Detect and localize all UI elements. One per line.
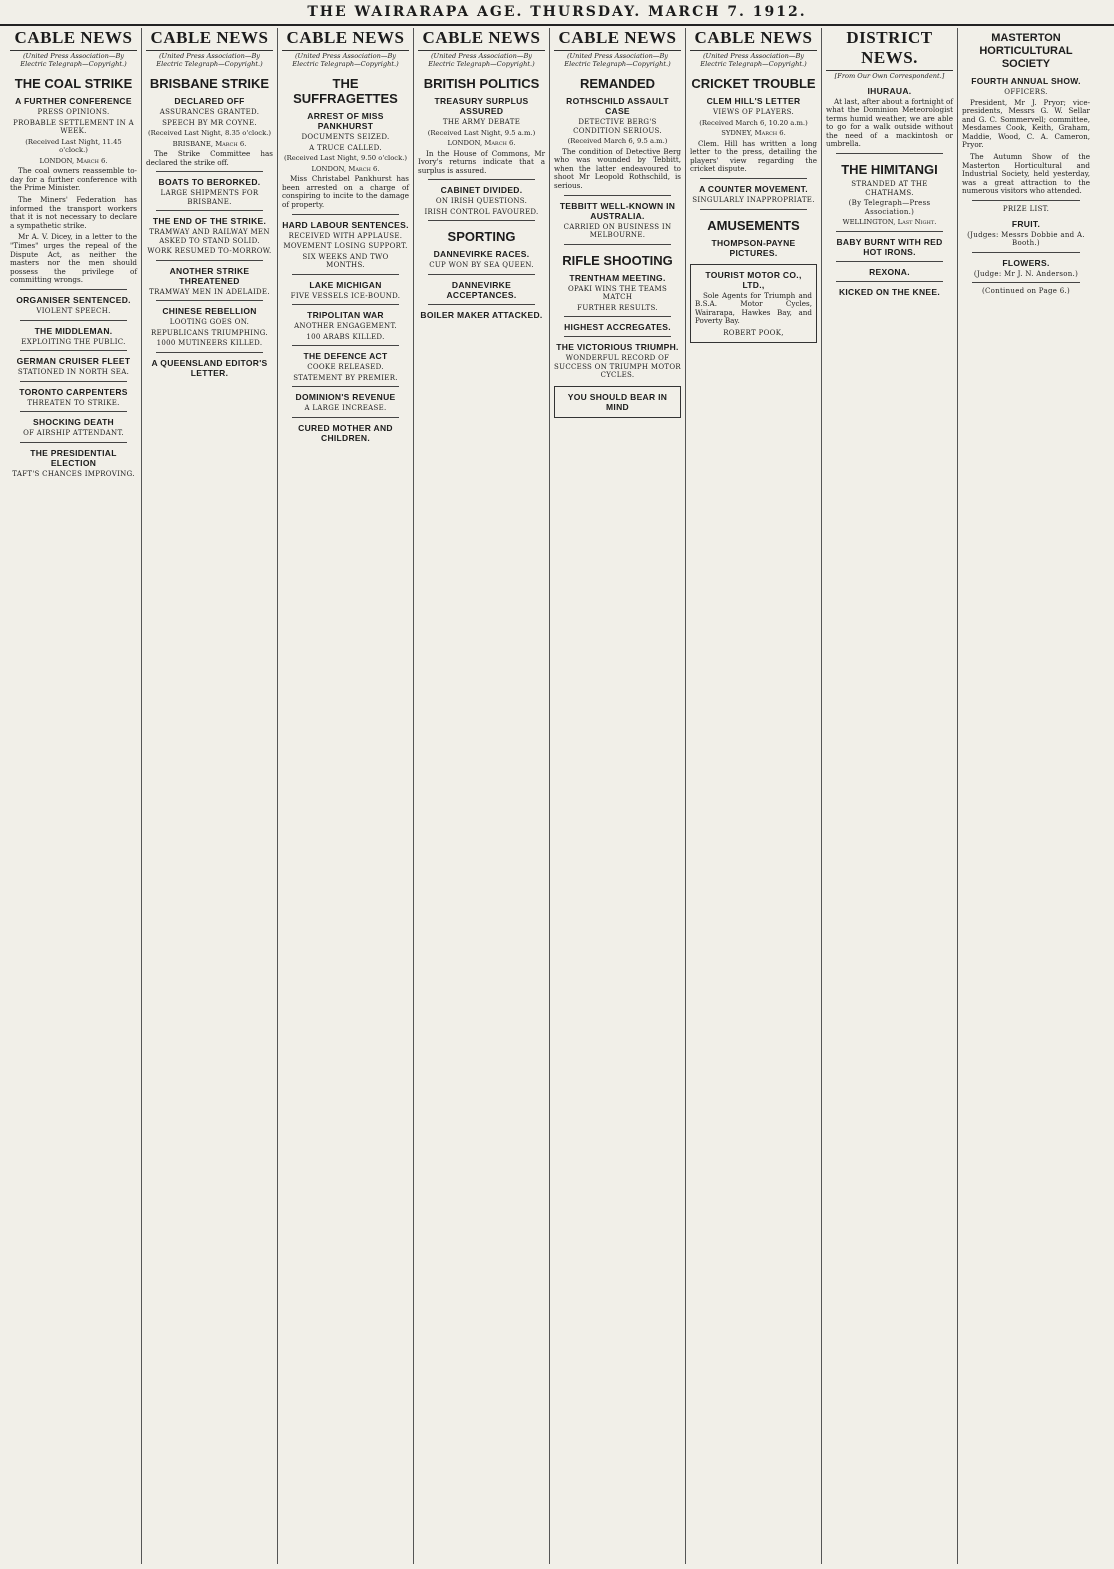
body-paragraph: In the House of Commons, Mr Ivory's returns indicate that a surplus is assured. (418, 148, 545, 175)
subheadline: HARD LABOUR SENTENCES. (282, 219, 409, 230)
divider (292, 304, 399, 305)
divider (156, 210, 263, 211)
subheadline: BABY BURNT WITH RED HOT IRONS. (836, 236, 943, 257)
dateline: SYDNEY, March 6. (721, 129, 786, 138)
subheadline: BOATS TO BERORKED. (158, 177, 261, 188)
credit-line: (United Press Association—By Electric Telegraph—Copyright.) (20, 52, 127, 68)
dateline: BRISBANE, March 6. (172, 139, 247, 148)
subheadline: DOMINION'S REVENUE (295, 392, 396, 403)
subheadline: IHURAUA. (867, 85, 912, 96)
deck: 100 ARABS KILLED. (306, 332, 385, 341)
received-line: (Received Last Night, 11.45 o'clock.) (25, 137, 122, 155)
subheadline: DANNEVIRKE ACCEPTANCES. (446, 279, 517, 300)
subheadline: KICKED ON THE KNEE. (838, 286, 941, 297)
deck: SPEECH BY MR COYNE. (162, 118, 257, 127)
divider (836, 281, 943, 282)
ad-text: Sole Agents for Triumph and B.S.A. Motor Cycles, Wairarapa, Hawkes Bay, and Poverty Bay. (695, 290, 812, 326)
subheadline: DECLARED OFF (174, 96, 245, 106)
body-paragraph: At last, after about a fortnight of what the Dominion Meteorologist terms humid weather, we are able to go for a walk outside without the need of a mackintosh or umbrella. (826, 96, 953, 149)
column-8 (958, 28, 1094, 1564)
headline: THE HIMITANGI (841, 162, 938, 178)
deck: PRIZE LIST. (1002, 205, 1050, 214)
divider (428, 304, 535, 305)
divider (972, 282, 1080, 283)
subheadline: CABINET DIVIDED. (440, 185, 523, 196)
deck: SINGULARLY INAPPROPRIATE. (692, 196, 815, 205)
deck: (By Telegraph—Press Association.) (848, 199, 931, 216)
subheadline: SHOCKING DEATH (32, 417, 114, 427)
deck: DOCUMENTS SEIZED. (301, 133, 390, 141)
divider (428, 274, 535, 275)
ad-heading: YOU SHOULD BEAR IN MIND (567, 391, 668, 412)
subheadline: FLOWERS. (1002, 257, 1050, 268)
divider (428, 220, 535, 221)
divider (700, 209, 807, 210)
subheadline: A QUEENSLAND EDITOR'S LETTER. (151, 357, 268, 378)
section-kicker: CABLE NEWS (690, 28, 817, 51)
subheadline: TREASURY SURPLUS ASSURED (434, 96, 529, 116)
deck: VIOLENT SPEECH. (36, 307, 111, 315)
dateline: WELLINGTON, Last Night. (842, 218, 937, 227)
subheadline: ROTHSCHILD ASSAULT CASE (566, 96, 669, 116)
ad-signature: ROBERT POOK, (723, 328, 784, 337)
subheadline: DANNEVIRKE RACES. (433, 249, 530, 260)
divider (836, 153, 943, 154)
credit-line: [From Our Own Correspondent.] (834, 72, 945, 80)
deck: TRAMWAY AND RAILWAY MEN ASKED TO STAND SOLID. (149, 228, 270, 245)
headline: BRISBANE STRIKE (149, 76, 270, 91)
divider (20, 442, 127, 443)
divider (156, 352, 263, 353)
deck: ASSURANCES GRANTED. (159, 108, 260, 116)
headline: RIFLE SHOOTING (562, 252, 673, 268)
subheadline: BOILER MAKER ATTACKED. (420, 309, 543, 320)
body-paragraph: The coal owners reassemble to-day for a further conference with the Prime Minister. (10, 166, 137, 193)
subheadline: REXONA. (869, 266, 910, 277)
body-paragraph: Mr A. V. Dicey, in a letter to the "Times" urges the repeal of the Dispute Act, as neither the masters nor the men should possess the privilege of committing wrongs. (10, 232, 137, 285)
divider (20, 381, 127, 382)
advertisement (554, 386, 681, 418)
deck: PROBABLE SETTLEMENT IN A WEEK. (13, 118, 134, 135)
continued-note: (Continued on Page 6.) (981, 287, 1071, 296)
subheadline: TEBBITT WELL-KNOWN IN AUSTRALIA. (559, 200, 676, 221)
column-5 (550, 28, 686, 1564)
deck: STRANDED AT THE CHATHAMS. (851, 180, 928, 197)
divider (156, 300, 263, 301)
deck: LARGE SHIPMENTS FOR BRISBANE. (160, 189, 259, 206)
divider (156, 171, 263, 172)
masthead: THE WAIRARAPA AGE. THURSDAY. MARCH 7. 1912. (0, 0, 1114, 26)
divider (564, 336, 671, 337)
subheadline: FOURTH ANNUAL SHOW. (971, 76, 1081, 86)
body-paragraph: Miss Christabel Pankhurst has been arrested on a charge of conspiring to incite to the damage of property. (282, 174, 409, 209)
headline: CRICKET TROUBLE (691, 76, 816, 91)
deck: FIVE VESSELS ICE-BOUND. (290, 291, 401, 300)
ad-heading: TOURIST MOTOR CO., LTD., (705, 269, 802, 290)
dateline: LONDON, March 6. (447, 139, 516, 148)
divider (292, 417, 399, 418)
advertisement (690, 264, 817, 344)
body-paragraph: The Miners' Federation has informed the transport workers that it is not necessary to declare a sympathetic strike. (10, 195, 137, 230)
deck: A TRUCE CALLED. (309, 143, 382, 152)
deck: SIX WEEKS AND TWO MONTHS. (302, 252, 389, 270)
credit-line: (United Press Association—By Electric Telegraph—Copyright.) (292, 52, 399, 68)
received-line: (Received March 6, 9.5 a.m.) (567, 137, 668, 145)
subheadline: THE VICTORIOUS TRIUMPH. (556, 342, 679, 353)
divider (292, 345, 399, 346)
deck: STATIONED IN NORTH SEA. (17, 368, 130, 376)
subheadline: ARREST OF MISS PANKHURST (307, 111, 384, 131)
deck: WORK RESUMED TO-MORROW. (147, 247, 272, 256)
received-line: (Received Last Night, 9.50 o'clock.) (283, 154, 408, 162)
subheadline: CURED MOTHER AND CHILDREN. (298, 422, 393, 443)
divider (972, 200, 1080, 201)
deck: A LARGE INCREASE. (304, 404, 387, 413)
subheadline: A FURTHER CONFERENCE (15, 96, 132, 106)
headline: THE COAL STRIKE (14, 76, 133, 91)
body-paragraph: The Autumn Show of the Masterton Horticultural and Industrial Society, held yesterday, was a great attraction to the numerous visitors who attended. (962, 152, 1090, 196)
divider (836, 261, 943, 262)
divider (564, 316, 671, 317)
deck: FURTHER RESULTS. (577, 303, 658, 312)
subheadline: TORONTO CARPENTERS (19, 386, 128, 397)
headline: REMANDED (579, 76, 656, 91)
deck: (Judge: Mr J. N. Anderson.) (973, 269, 1079, 278)
section-kicker: DISTRICT NEWS. (826, 28, 953, 71)
divider (292, 274, 399, 275)
deck: COOKE RELEASED. (307, 363, 384, 372)
divider (156, 260, 263, 261)
divider (292, 214, 399, 215)
subheadline: THE MIDDLEMAN. (34, 325, 113, 336)
deck: OPAKI WINS THE TEAMS MATCH (567, 284, 668, 302)
credit-line: (United Press Association—By Electric Telegraph—Copyright.) (156, 52, 263, 68)
deck: CUP WON BY SEA QUEEN. (429, 261, 534, 270)
divider (20, 350, 127, 351)
divider (20, 320, 127, 321)
column-1 (6, 28, 142, 1564)
deck: EXPLOITING THE PUBLIC. (21, 337, 126, 346)
divider (20, 411, 127, 412)
subheadline: THE PRESIDENTIAL ELECTION (30, 447, 117, 468)
body-paragraph: The condition of Detective Berg who was wounded by Tebbitt, when the latter endeavoured to shoot Mr Leopold Rothschild, is serious. (554, 146, 681, 190)
divider (292, 386, 399, 387)
subheadline: THE DEFENCE ACT (303, 351, 388, 362)
headline: AMUSEMENTS (707, 217, 800, 233)
column-3 (278, 28, 414, 1564)
deck: PRESS OPINIONS. (37, 108, 110, 116)
deck: REPUBLICANS TRIUMPHING. (151, 328, 268, 337)
headline: SPORTING (447, 229, 516, 245)
dateline: LONDON, March 6. (311, 164, 380, 173)
body-paragraph: President, Mr J. Pryor; vice-presidents, Messrs G. W. Sellar and G. C. Sommervell; committee, Mesdames Cook, Keith, Graham, Maddie, Wood, C. A. Cameron, Pryor. (962, 97, 1090, 150)
section-kicker: CABLE NEWS (554, 28, 681, 51)
received-line: (Received March 6, 10.20 a.m.) (699, 118, 808, 127)
divider (20, 289, 127, 290)
section-kicker: CABLE NEWS (10, 28, 137, 51)
credit-line: (United Press Association—By Electric Telegraph—Copyright.) (428, 52, 535, 68)
dateline: LONDON, March 6. (39, 156, 108, 165)
deck: THREATEN TO STRIKE. (27, 398, 120, 407)
deck: 1000 MUTINEERS KILLED. (156, 339, 263, 348)
deck: MOVEMENT LOSING SUPPORT. (283, 242, 408, 251)
deck: RECEIVED WITH APPLAUSE. (288, 231, 403, 240)
deck: WONDERFUL RECORD OF SUCCESS ON TRIUMPH MOTOR CYCLES. (554, 354, 681, 380)
column-2 (142, 28, 278, 1564)
divider (564, 244, 671, 245)
subheadline: TRENTHAM MEETING. (569, 272, 666, 283)
subheadline: LAKE MICHIGAN (309, 279, 382, 290)
page-columns (6, 28, 1108, 1564)
credit-line: (United Press Association—By Electric Telegraph—Copyright.) (564, 52, 671, 68)
received-line: (Received Last Night, 9.5 a.m.) (427, 128, 536, 137)
headline: THE SUFFRAGETTES (293, 76, 398, 106)
headline: BRITISH POLITICS (423, 76, 540, 91)
deck: IRISH CONTROL FAVOURED. (424, 207, 539, 216)
subheadline: A COUNTER MOVEMENT. (699, 184, 808, 195)
body-paragraph: The Strike Committee has declared the strike off. (146, 149, 273, 167)
column-4 (414, 28, 550, 1564)
divider (836, 231, 943, 232)
deck: VIEWS OF PLAYERS. (713, 108, 794, 116)
deck: LOOTING GOES ON. (169, 318, 250, 327)
deck: CARRIED ON BUSINESS IN MELBOURNE. (563, 222, 672, 240)
deck: OF AIRSHIP ATTENDANT. (23, 429, 124, 437)
body-paragraph: Clem. Hill has written a long letter to the press, detailing the players' view regarding the cricket dispute. (690, 138, 817, 174)
section-kicker: CABLE NEWS (282, 28, 409, 51)
credit-line: (United Press Association—By Electric Telegraph—Copyright.) (700, 52, 807, 68)
deck: TRAMWAY MEN IN ADELAIDE. (149, 287, 270, 296)
section-kicker: CABLE NEWS (146, 28, 273, 51)
divider (700, 178, 807, 179)
received-line: (Received Last Night, 8.35 o'clock.) (147, 129, 272, 137)
subheadline: FRUIT. (1011, 218, 1041, 229)
deck: TAFT'S CHANCES IMPROVING. (12, 469, 135, 478)
deck: STATEMENT BY PREMIER. (293, 373, 398, 382)
deck: ANOTHER ENGAGEMENT. (294, 322, 397, 331)
subheadline: ORGANISER SENTENCED. (16, 295, 131, 305)
deck: DETECTIVE BERG'S CONDITION SERIOUS. (573, 118, 662, 135)
subheadline: TRIPOLITAN WAR (307, 310, 384, 321)
deck: ON IRISH QUESTIONS. (435, 197, 528, 206)
deck: OFFICERS. (1004, 88, 1048, 96)
subheadline: THOMPSON-PAYNE PICTURES. (711, 237, 796, 258)
deck: THE ARMY DEBATE (442, 118, 521, 126)
subheadline: CHINESE REBELLION (162, 306, 257, 317)
section-kicker: CABLE NEWS (418, 28, 545, 51)
headline: MASTERTON HORTICULTURAL SOCIETY (979, 32, 1073, 70)
subheadline: HIGHEST ACCREGATES. (564, 322, 671, 333)
divider (564, 195, 671, 196)
subheadline: ANOTHER STRIKE THREATENED (169, 265, 250, 286)
subheadline: GERMAN CRUISER FLEET (16, 356, 131, 366)
divider (972, 252, 1080, 253)
deck: (Judges: Messrs Dobbie and A. Booth.) (967, 230, 1085, 248)
subheadline: CLEM HILL'S LETTER (706, 96, 801, 106)
column-6 (686, 28, 822, 1564)
column-7 (822, 28, 958, 1564)
divider (428, 179, 535, 180)
subheadline: THE END OF THE STRIKE. (152, 216, 267, 227)
